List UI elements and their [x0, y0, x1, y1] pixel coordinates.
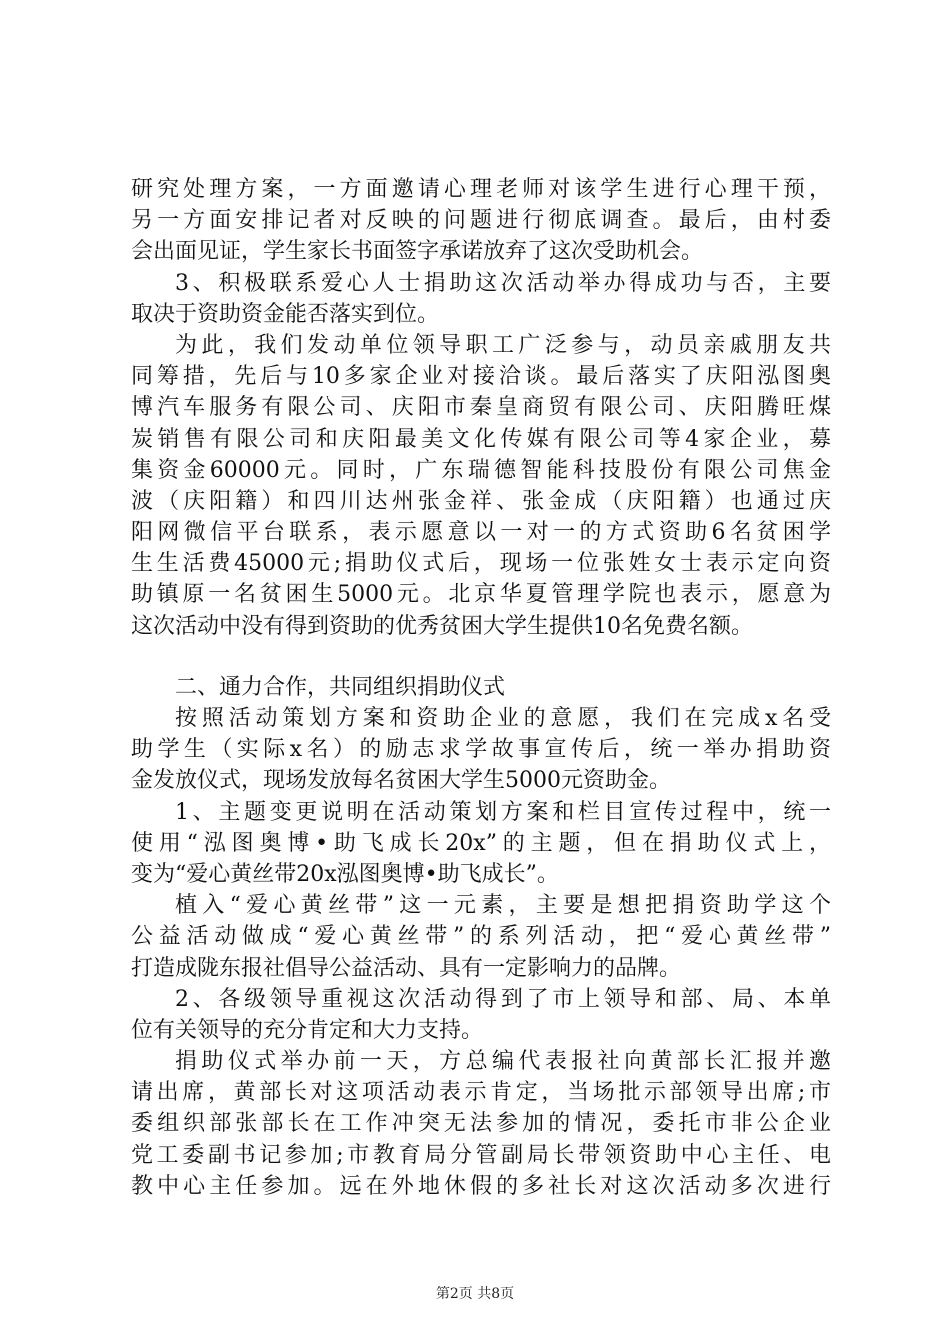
text-line: 委组织部张部长在工作冲突无法参加的情况，委托市非公企业 [131, 1111, 831, 1137]
text-line: 按照活动策划方案和资助企业的意愿，我们在完成x名受 [175, 706, 831, 731]
text-line: 为此，我们发动单位领导职工广泛参与，动员亲戚朋友共 [175, 332, 831, 358]
text-line: 另一方面安排记者对反映的问题进行彻底调查。最后，由村委 [131, 208, 831, 234]
text-line: 位有关领导的充分肯定和大力支持。 [131, 1017, 484, 1043]
page-number-footer: 第2页 共8页 [435, 1286, 515, 1302]
text-line: 金发放仪式，现场发放每名贫困大学生5000元资助金。 [131, 768, 671, 794]
text-line: 集资金60000元。同时，广东瑞德智能科技股份有限公司焦金 [131, 457, 831, 483]
text-line: 3、积极联系爱心人士捐助这次活动举办得成功与否，主要 [175, 270, 831, 296]
text-line: 党工委副书记参加;市教育局分管副局长带领资助中心主任、电 [131, 1142, 831, 1168]
text-line: 取决于资助资金能否落实到位。 [131, 301, 440, 327]
text-line: 2、各级领导重视这次活动得到了市上领导和部、局、本单 [175, 986, 831, 1012]
text-line: 捐助仪式举办前一天，方总编代表报社向黄部长汇报并邀 [175, 1049, 831, 1075]
text-line: 助学生（实际x名）的励志求学故事宣传后，统一举办捐助资 [131, 737, 831, 763]
text-line: 同筹措，先后与10多家企业对接洽谈。最后落实了庆阳泓图奥 [131, 364, 831, 390]
text-line: 博汽车服务有限公司、庆阳市秦皇商贸有限公司、庆阳腾旺煤 [131, 395, 831, 421]
text-line: 这次活动中没有得到资助的优秀贫困大学生提供10名免费名额。 [131, 613, 753, 639]
text-line: 请出席，黄部长对这项活动表示肯定，当场批示部领导出席;市 [131, 1080, 831, 1106]
text-line: 会出面见证，学生家长书面签字承诺放弃了这次受助机会。 [131, 239, 704, 265]
text-line: 生生活费45000元;捐助仪式后，现场一位张姓女士表示定向资 [131, 551, 831, 577]
document-body [131, 174, 831, 1202]
paragraph-gap [131, 642, 831, 672]
text-line: 变为“爱心黄丝带20x泓图奥博•助飞成长”。 [131, 861, 559, 887]
text-line: 1、主题变更说明在活动策划方案和栏目宣传过程中，统一 [175, 799, 831, 825]
text-line: 使用“泓图奥博•助飞成长20x”的主题，但在捐助仪式上， [131, 830, 831, 856]
text-line: 研究处理方案，一方面邀请心理老师对该学生进行心理干预， [131, 177, 831, 202]
text-line: 公益活动做成“爱心黄丝带”的系列活动，把“爱心黄丝带” [131, 924, 831, 950]
text-line: 助镇原一名贫困生5000元。北京华夏管理学院也表示，愿意为 [131, 582, 831, 608]
text-line: 打造成陇东报社倡导公益活动、具有一定影响力的品牌。 [131, 955, 682, 981]
text-line: 炭销售有限公司和庆阳最美文化传媒有限公司等4家企业，募 [131, 426, 831, 452]
text-line: 波（庆阳籍）和四川达州张金祥、张金成（庆阳籍）也通过庆 [131, 488, 831, 514]
text-line: 教中心主任参加。远在外地休假的多社长对这次活动多次进行 [131, 1173, 831, 1199]
section-heading: 二、通力合作，共同组织捐助仪式 [175, 674, 506, 700]
text-line: 植入“爱心黄丝带”这一元素，主要是想把捐资助学这个 [175, 893, 831, 919]
text-line: 阳网微信平台联系，表示愿意以一对一的方式资助6名贫困学 [131, 520, 831, 546]
